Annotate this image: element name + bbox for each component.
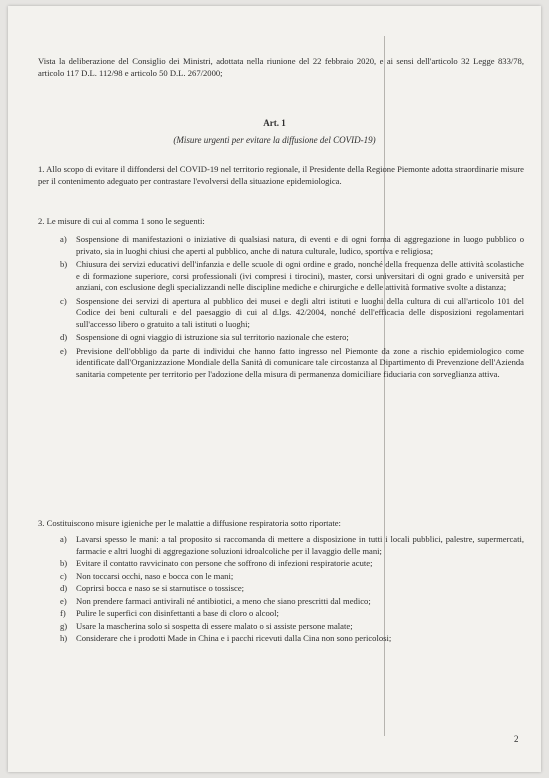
hygiene-text: Pulire le superfici con disinfettanti a base di cloro o alcool; — [76, 608, 279, 618]
measure-text: Sospensione di manifestazioni o iniziative di qualsiasi natura, di eventi e di ogni forma di aggregazione in luogo pubblico o privato, sia in luoghi chiusi che aperti al pubblico, anche di natura culturale, ludico, sportiva e religiosa; — [76, 234, 524, 256]
hygiene-text: Non toccarsi occhi, naso e bocca con le mani; — [76, 570, 234, 581]
hygiene-marker: a) — [60, 534, 67, 544]
hygiene-marker: d) — [60, 583, 68, 593]
measure-text: Sospensione dei servizi di apertura al pubblico dei musei e degli altri istituti e luoghi della cultura di cui all'articolo 101 del Codice dei beni culturali e del paesaggio di cui al d.lgs. 42/2004, nonché dell'efficacia delle disposizioni regolamentari sull'accesso libero o gratuito a tali istituti o luoghi; — [76, 295, 524, 329]
article-subtitle: (Misure urgenti per evitare la diffusione del COVID-19) — [173, 135, 376, 145]
paragraph-2: 2. Le misure di cui al comma 1 sono le seguenti: — [38, 216, 205, 226]
measure-marker: a) — [60, 234, 67, 244]
hygiene-marker: c) — [60, 570, 67, 581]
measure-item — [60, 296, 524, 331]
measure-item — [60, 346, 524, 381]
hygiene-item — [60, 596, 524, 608]
intro-paragraph: Vista la deliberazione del Consiglio dei Ministri, adottata nella riunione del 22 febbraio 2020, e ai sensi dell'articolo 32 Legge 833/78, articolo 117 D.L. 112/98 e articolo 50 D.L. 267/2000; — [38, 56, 524, 78]
hygiene-item — [60, 583, 524, 595]
hygiene-marker: f) — [60, 608, 66, 618]
hygiene-item — [60, 571, 524, 583]
paragraph-3: 3. Costituiscono misure igieniche per le malattie a diffusione respiratoria sotto riportate: — [38, 518, 341, 528]
measure-text: Sospensione di ogni viaggio di istruzione sia sul territorio nazionale che estero; — [76, 332, 349, 342]
hygiene-marker: b) — [60, 558, 68, 568]
page-number: 2 — [514, 734, 519, 744]
paragraph-1: 1. Allo scopo di evitare il diffondersi del COVID-19 nel territorio regionale, il Presidente della Regione Piemonte adotta straordinarie misure per il contenimento adeguato per contrastare l'evolversi della situazione epidemiologica. — [38, 164, 524, 186]
measure-marker: b) — [60, 259, 68, 269]
measure-marker: d) — [60, 332, 68, 342]
hygiene-text: Coprirsi bocca e naso se si starnutisce o tossisce; — [76, 583, 245, 593]
article-title: Art. 1 — [263, 118, 286, 128]
hygiene-marker: g) — [60, 620, 68, 631]
hygiene-item — [60, 558, 524, 570]
hygiene-list — [60, 534, 524, 646]
measures-list — [60, 234, 524, 382]
measure-item — [60, 332, 524, 344]
hygiene-marker: h) — [60, 633, 68, 643]
hygiene-item — [60, 621, 524, 633]
hygiene-item — [60, 633, 524, 645]
hygiene-text: Non prendere farmaci antivirali né antibiotici, a meno che siano prescritti dal medico; — [76, 595, 371, 606]
hygiene-item — [60, 608, 524, 620]
hygiene-marker: e) — [60, 595, 67, 606]
measure-text: Previsione dell'obbligo da parte di individui che hanno fatto ingresso nel Piemonte da zone a rischio epidemiologico come identificate dall'Organizzazione Mondiale della Sanità di comunicare tale circostanza al Dipartimento di Prevenzione dell'Azienda sanitaria competente per territorio per l'adozione della misura di permanenza domiciliare fiduciaria con sorveglianza attiva. — [76, 345, 524, 379]
hygiene-text: Evitare il contatto ravvicinato con persone che soffrono di infezioni respiratorie acute; — [76, 558, 373, 568]
document-page — [8, 6, 541, 772]
measure-text: Chiusura dei servizi educativi dell'infanzia e delle scuole di ogni ordine e grado, nonché della frequenza delle attività scolastiche e di formazione superiore, corsi professionali (ivi compresi i tirocini), master, corsi universitari di ogni grado e università per anziani, con esclusione degli specializzandi nelle discipline mediche e chirurgiche e delle attività formative svolte a distanza; — [76, 259, 524, 292]
measure-marker: e) — [60, 345, 67, 356]
measure-item — [60, 259, 524, 294]
hygiene-item — [60, 534, 524, 557]
hygiene-text: Considerare che i prodotti Made in China e i pacchi ricevuti dalla Cina non sono pericolosi; — [76, 633, 392, 643]
measure-marker: c) — [60, 295, 67, 306]
measure-item — [60, 234, 524, 257]
hygiene-text: Usare la mascherina solo si sospetta di essere malato o si assiste persone malate; — [76, 620, 353, 631]
hygiene-text: Lavarsi spesso le mani: a tal proposito si raccomanda di mettere a disposizione in tutti i locali pubblici, palestre, supermercati, farmacie e altri luoghi di aggregazione soluzioni idroalcoliche per il lavaggio delle mani; — [76, 534, 524, 556]
